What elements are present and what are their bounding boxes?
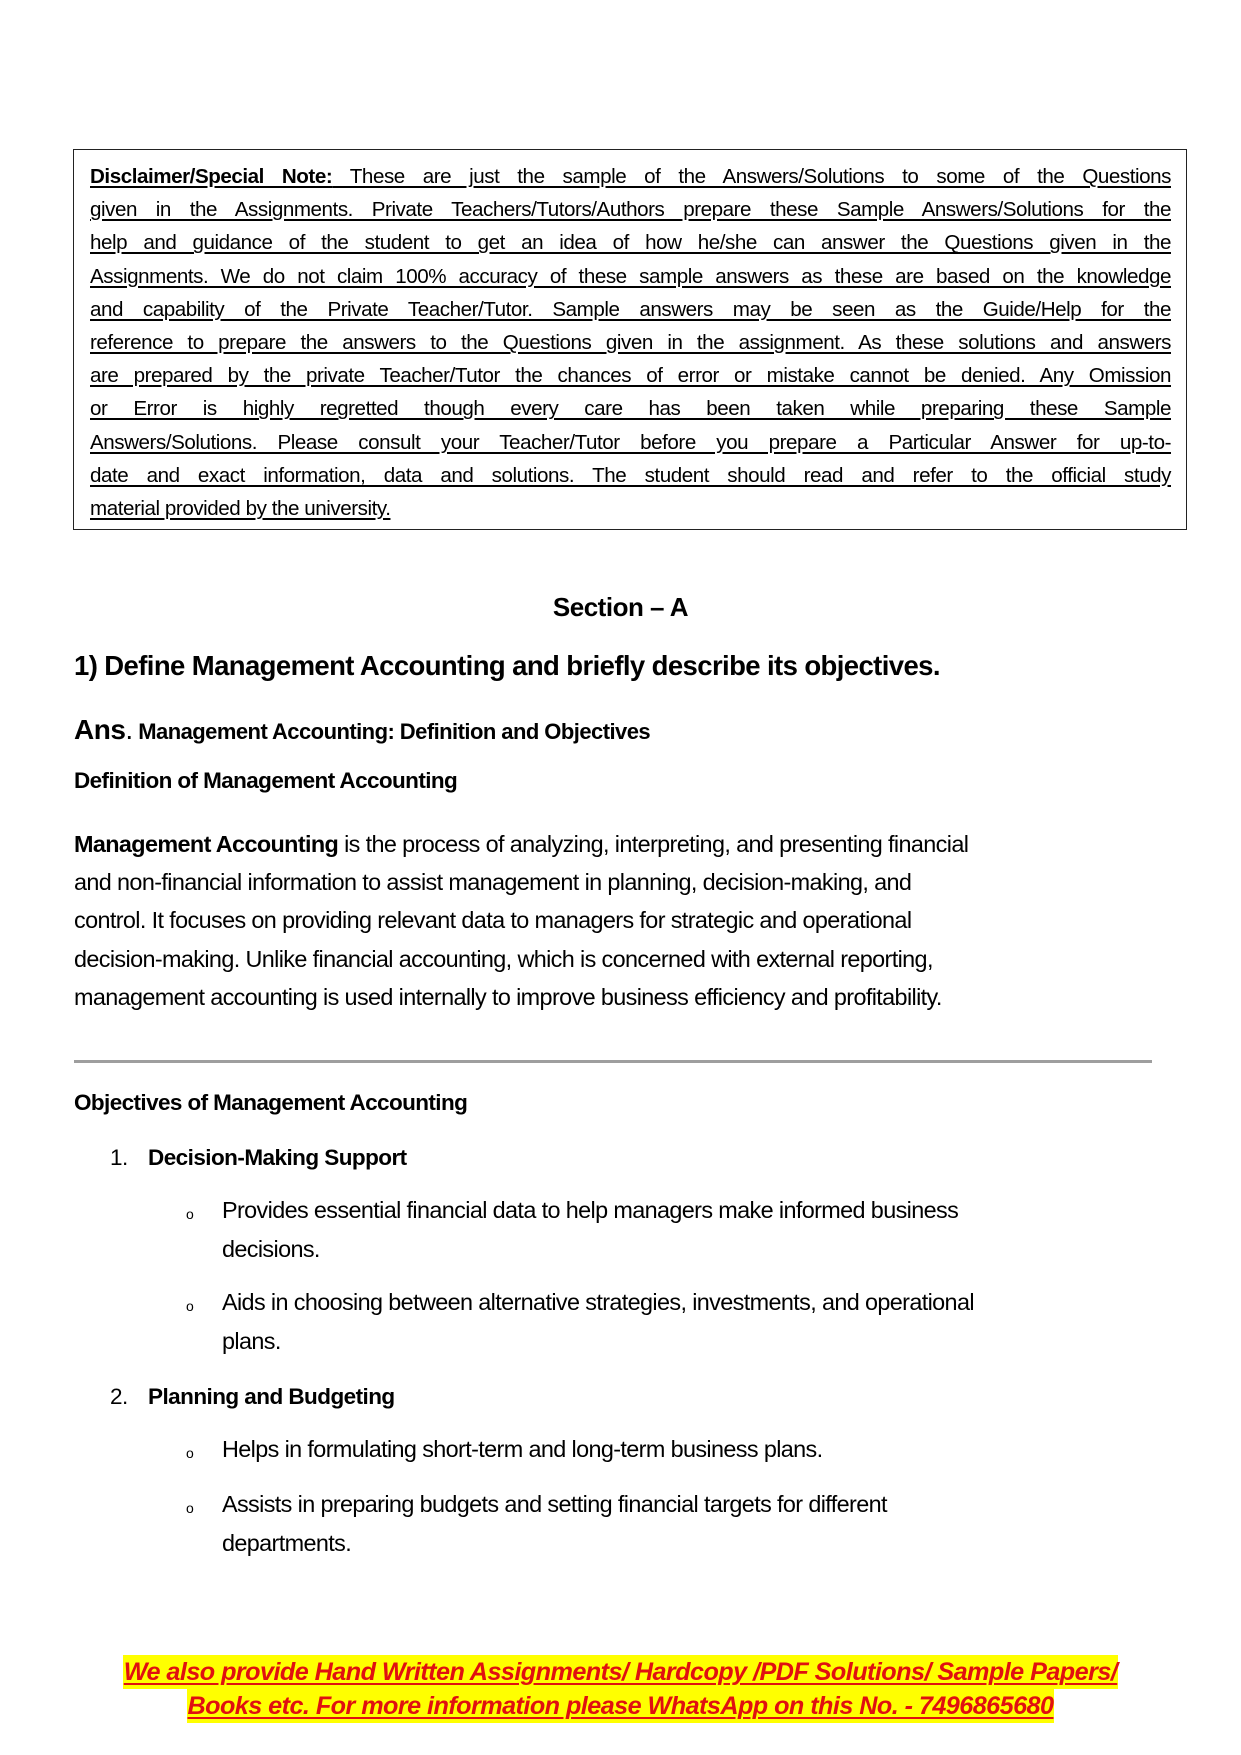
- disclaimer-line: and capability of the Private Teacher/Tutor. Sample answers may be seen as the Guide/Help for the: [90, 297, 1171, 321]
- horizontal-divider: [74, 1060, 1152, 1063]
- promo-banner: [0, 1655, 1241, 1723]
- promo-line: We also provide Hand Written Assignments/ Hardcopy /PDF Solutions/ Sample Papers/: [123, 1655, 1119, 1689]
- hollow-circle-bullet-icon: o: [186, 1500, 194, 1516]
- question-heading: 1) Define Management Accounting and briefly describe its objectives.: [74, 650, 940, 681]
- item-number: 1.: [110, 1145, 128, 1170]
- definition-term: Management Accounting: [74, 831, 339, 857]
- disclaimer-line: date and exact information, data and solutions. The student should read and refer to the official study: [90, 463, 1171, 487]
- section-title: Section – A: [552, 592, 689, 622]
- hollow-circle-bullet-icon: o: [186, 1298, 194, 1314]
- disclaimer-line: material provided by the university.: [90, 497, 391, 521]
- hollow-circle-bullet-icon: o: [186, 1445, 194, 1461]
- item-title: Decision-Making Support: [148, 1145, 407, 1170]
- objective-item: [110, 1145, 407, 1171]
- disclaimer-box: [73, 149, 1187, 530]
- answer-heading: [74, 714, 650, 746]
- disclaimer-line: or Error is highly regretted though every care has been taken while preparing these Sample: [90, 397, 1171, 421]
- disclaimer-line: Assignments. We do not claim 100% accuracy of these sample answers as these are based on the knowledge: [90, 264, 1171, 288]
- objective-item: [110, 1384, 395, 1410]
- item-title: Planning and Budgeting: [148, 1384, 395, 1409]
- objectives-heading: Objectives of Management Accounting: [74, 1090, 468, 1115]
- hollow-circle-bullet-icon: o: [186, 1206, 194, 1222]
- disclaimer-line: Disclaimer/Special Note: These are just the sample of the Answers/Solutions to some of the Questions: [90, 165, 1171, 188]
- definition-heading: Definition of Management Accounting: [74, 768, 458, 793]
- disclaimer-line: given in the Assignments. Private Teachers/Tutors/Authors prepare these Sample Answers/Solutions for the: [90, 198, 1171, 222]
- promo-line: Books etc. For more information please WhatsApp on this No. - 7496865680: [187, 1689, 1055, 1723]
- answer-label: Ans.: [74, 714, 133, 745]
- disclaimer-line: Answers/Solutions. Please consult your Teacher/Tutor before you prepare a Particular Answer for up-to-: [90, 430, 1171, 454]
- disclaimer-label: Disclaimer/Special Note:: [90, 165, 333, 188]
- definition-paragraph: Management Accounting is the process of analyzing, interpreting, and presenting financial and non-financial information to assist management in planning, decision-making, and control. It focuses on providing relevant data to managers for strategic and operational decision-making. Unlike financial accounting, which is concerned with external reporting, management accounting is used internally to improve business efficiency and profitability.: [74, 831, 969, 1010]
- disclaimer-line: are prepared by the private Teacher/Tutor the chances of error or mistake cannot be denied. Any Omission: [90, 364, 1171, 388]
- disclaimer-line: help and guidance of the student to get an idea of how he/she can answer the Questions given in the: [90, 231, 1171, 255]
- disclaimer-line: reference to prepare the answers to the Questions given in the assignment. As these solutions and answers: [90, 331, 1171, 355]
- item-number: 2.: [110, 1384, 128, 1409]
- answer-title: Management Accounting: Definition and Objectives: [132, 719, 651, 744]
